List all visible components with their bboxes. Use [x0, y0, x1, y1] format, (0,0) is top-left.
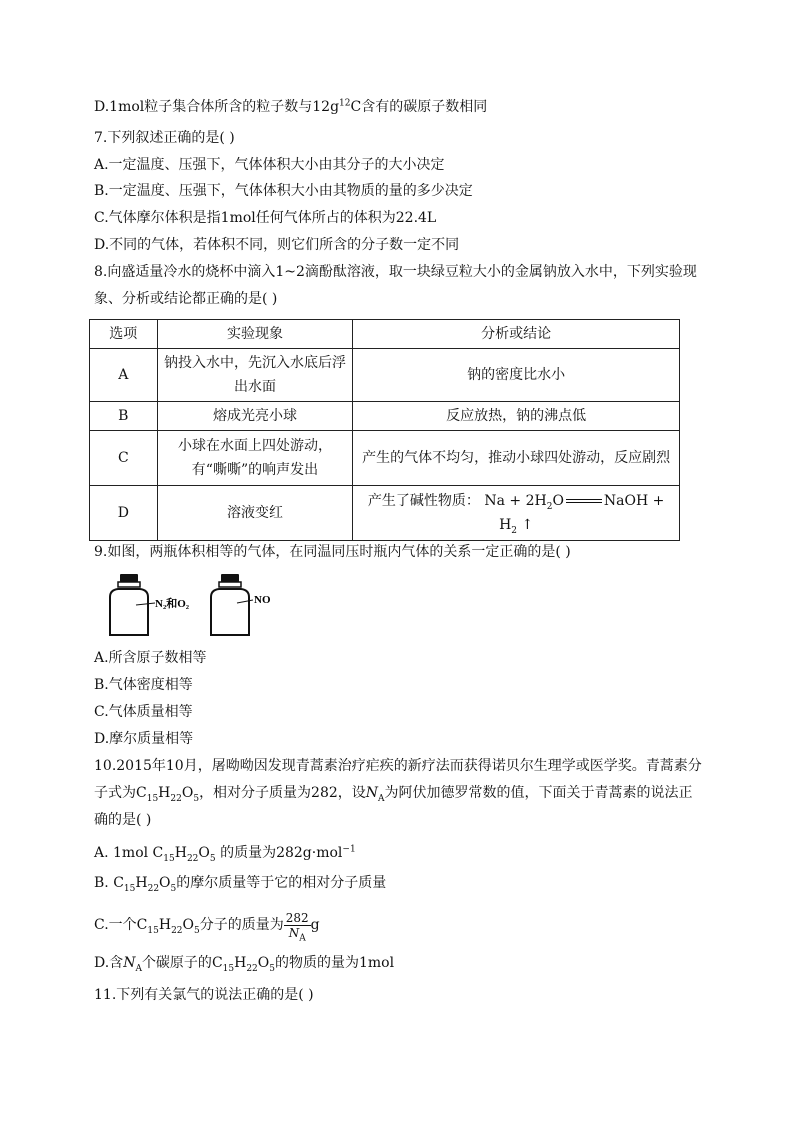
q6-optd-text: D.1mol粒子集合体所含的粒子数与12g: [94, 99, 340, 115]
row-option: B: [90, 402, 158, 431]
q6-optd-sup: 12: [339, 98, 351, 109]
row-phenomenon: 小球在水面上四处游动，有“嘶嘶”的响声发出: [157, 431, 353, 486]
q10-optb-text: B.: [94, 875, 109, 891]
q10-option-c: C.一个$C_{15}H_{22}O_5$分子的质量为 $\frac{282}{N_A}$ g: [94, 910, 320, 943]
q9-option-a: A.所含原子数相等: [94, 650, 207, 666]
row-conclusion-text: 产生了碱性物质：: [367, 493, 480, 509]
q10-optc-text: C.一个: [94, 917, 137, 933]
q10-stem-line3: 确的是( ): [94, 812, 152, 828]
bottle2-label: NO: [254, 594, 271, 606]
row-conclusion: 钠的密度比水小: [353, 349, 680, 402]
header-phenomenon: 实验现象: [157, 320, 353, 349]
q8-table: [89, 319, 680, 541]
q10-optc-text-mid: 分子的质量为: [199, 917, 284, 933]
bottle-n2-o2: [110, 574, 190, 635]
q10-option-d: D.含$N_A$个碳原子的$C_{15}H_{22}O_5$的物质的量为1mol: [94, 955, 395, 974]
q10-option-b: B. $C_{15}H_{22}O_5$的摩尔质量等于它的相对分子质量: [94, 875, 387, 894]
q10-opta-text: A. 1mol: [94, 845, 149, 861]
q10-stem-line2: 子式为$C_{15}H_{22}O_5$，相对分子质量为282，设$N_A$为阿伏加德罗常数的值，下面关于青蒿素的说法正: [94, 785, 693, 804]
q10-option-a: A. 1mol $C_{15}H_{22}O_5$ 的质量为282g·mol$^{-1}$: [94, 844, 356, 864]
row-conclusion: 反应放热，钠的沸点低: [353, 402, 680, 431]
q10-text: 子式为: [94, 785, 136, 801]
q9-option-b: B.气体密度相等: [94, 677, 193, 693]
row-conclusion: [353, 486, 680, 541]
row-phenomenon: 熔成光亮小球: [157, 402, 353, 431]
q10-opta-text-end: 的质量为282g·mol: [220, 845, 343, 861]
q7-option-c: C.气体摩尔体积是指1mol任何气体所占的体积为22.4L: [94, 210, 437, 226]
q7-option-a: A.一定温度、压强下，气体体积大小由其分子的大小决定: [94, 157, 445, 173]
row-phenomenon: 溶液变红: [157, 486, 353, 541]
header-option: 选项: [90, 320, 158, 349]
row-conclusion: 产生的气体不均匀，推动小球四处游动，反应剧烈: [353, 431, 680, 486]
table-row: [90, 431, 680, 486]
q9-option-c: C.气体质量相等: [94, 704, 193, 720]
table-row: [90, 486, 680, 541]
gas-bottles-figure: [105, 573, 295, 639]
q10-optd-text: D.含: [94, 955, 124, 971]
bottle1-label: N₂和O₂: [155, 598, 190, 610]
table-row: [90, 349, 680, 402]
q9-option-d: D.摩尔质量相等: [94, 731, 194, 747]
q10-stem-line1: 10.2015年10月，屠呦呦因发现青蒿素治疗疟疾的新疗法而获得诺贝尔生理学或医学奖。青蒿素分: [94, 758, 702, 774]
q10-fraction: [284, 910, 311, 943]
row-option: C: [90, 431, 158, 486]
bottle-no: [211, 574, 271, 635]
q10-optd-text-end: 的物质的量为1mol: [275, 955, 395, 971]
q10-optb-text-end: 的摩尔质量等于它的相对分子质量: [176, 875, 387, 891]
table-header-row: [90, 320, 680, 349]
q10-optd-text-mid: 个碳原子的: [141, 955, 212, 971]
row-option: A: [90, 349, 158, 402]
q10-text: 为阿伏加德罗常数的值，下面关于青蒿素的说法正: [384, 785, 693, 801]
q7-option-b: B.一定温度、压强下，气体体积大小由其物质的量的多少决定: [94, 183, 473, 199]
q8-stem-line1: 8.向盛适量冷水的烧杯中滴入1~2滴酚酞溶液，取一块绿豆粒大小的金属钠放入水中，下列实验现: [94, 264, 697, 280]
row-phenomenon: 钠投入水中，先沉入水底后浮出水面: [157, 349, 353, 402]
fraction-numerator: 282: [285, 910, 309, 925]
row-option: D: [90, 486, 158, 541]
q8-stem-line2: 象、分析或结论都正确的是( ): [94, 291, 278, 307]
q11-stem: 11.下列有关氯气的说法正确的是( ): [94, 987, 314, 1003]
q6-optd-text-end: C含有的碳原子数相同: [350, 99, 488, 115]
equation-arrow: [566, 499, 602, 503]
q7-stem: 7.下列叙述正确的是( ): [94, 130, 235, 146]
reaction-equation: $Na + 2H_2O$ NaOH + $H_2$ ↑: [484, 493, 665, 536]
header-conclusion: 分析或结论: [353, 320, 680, 349]
q6-option-d: [94, 97, 487, 117]
q10-optc-unit: g: [310, 917, 320, 933]
q10-text: ，相对分子质量为282，设: [199, 785, 366, 801]
table-row: [90, 402, 680, 431]
fraction-denominator: $N_A$: [288, 925, 306, 943]
q9-stem: 9.如图，两瓶体积相等的气体，在同温同压时瓶内气体的关系一定正确的是( ): [94, 544, 571, 560]
q7-option-d: D.不同的气体，若体积不同，则它们所含的分子数一定不同: [94, 237, 460, 253]
